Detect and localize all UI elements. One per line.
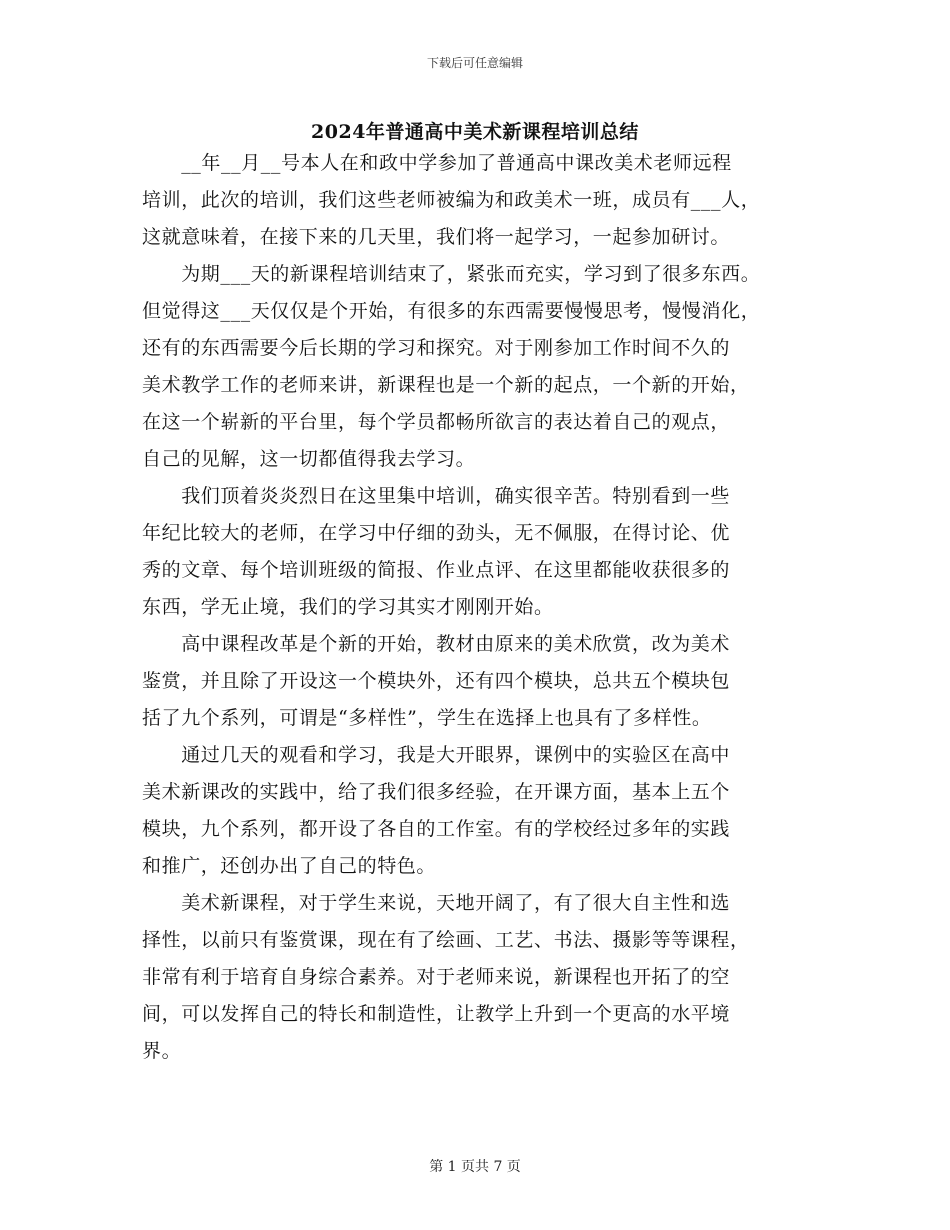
text-line: 为期___天的新课程培训结束了，紧张而充实，学习到了很多东西。: [142, 263, 761, 285]
text-line: 括了九个系列，可谓是“多样性”，学生在选择上也具有了多样性。: [142, 707, 712, 729]
text-line: 但觉得这___天仅仅是个开始，有很多的东西需要慢慢思考，慢慢消化，: [142, 300, 761, 322]
document-body: [142, 145, 822, 1070]
text-line: 在这一个崭新的平台里，每个学员都畅所欲言的表达着自己的观点，: [142, 411, 731, 433]
text-line: 模块，九个系列，都开设了各自的工作室。有的学校经过多年的实践: [142, 818, 731, 840]
text-line: 美术新课改的实践中，给了我们很多经验，在开课方面，基本上五个: [142, 781, 731, 803]
text-line: __年__月__号本人在和政中学参加了普通高中课改美术老师远程: [142, 152, 732, 174]
text-line: 美术教学工作的老师来讲，新课程也是一个新的起点，一个新的开始，: [142, 374, 750, 396]
paragraph: [142, 145, 822, 256]
text-line: 培训，此次的培训，我们这些老师被编为和政美术一班，成员有___人，: [142, 189, 761, 211]
page-header-note: 下载后可任意编辑: [426, 56, 523, 70]
text-line: 非常有利于培育自身综合素养。对于老师来说，新课程也开拓了的空: [142, 966, 731, 988]
text-line: 自己的见解，这一切都值得我去学习。: [142, 448, 476, 470]
text-line: 通过几天的观看和学习，我是大开眼界，课例中的实验区在高中: [142, 744, 731, 766]
text-line: 这就意味着，在接下来的几天里，我们将一起学习，一起参加研讨。: [142, 226, 731, 248]
text-line: 秀的文章、每个培训班级的简报、作业点评、在这里都能收获很多的: [142, 559, 731, 581]
text-line: 和推广，还创办出了自己的特色。: [142, 855, 437, 877]
text-line: 年纪比较大的老师，在学习中仔细的劲头，无不佩服，在得讨论、优: [142, 522, 731, 544]
text-line: 我们顶着炎炎烈日在这里集中培训，确实很辛苦。特别看到一些: [142, 485, 731, 507]
text-line: 界。: [142, 1040, 182, 1062]
text-line: 择性，以前只有鉴赏课，现在有了绘画、工艺、书法、摄影等等课程，: [142, 929, 750, 951]
text-line: 高中课程改革是个新的开始，教材由原来的美术欣赏，改为美术: [142, 633, 731, 655]
text-line: 间，可以发挥自己的特长和制造性，让教学上升到一个更高的水平境: [142, 1003, 731, 1025]
text-line: 东西，学无止境，我们的学习其实才刚刚开始。: [142, 596, 554, 618]
paragraph: [142, 478, 822, 626]
text-line: 鉴赏，并且除了开设这一个模块外，还有四个模块，总共五个模块包: [142, 670, 731, 692]
paragraph: [142, 626, 822, 737]
paragraph: [142, 737, 822, 885]
text-line: 美术新课程，对于学生来说，天地开阔了，有了很大自主性和选: [142, 892, 731, 914]
document-title: 2024年普通高中美术新课程培训总结: [311, 121, 639, 143]
page-footer: 第 1 页共 7 页: [429, 1159, 521, 1175]
text-line: 还有的东西需要今后长期的学习和探究。对于刚参加工作时间不久的: [142, 337, 731, 359]
paragraph: [142, 885, 822, 1070]
paragraph: [142, 256, 822, 478]
